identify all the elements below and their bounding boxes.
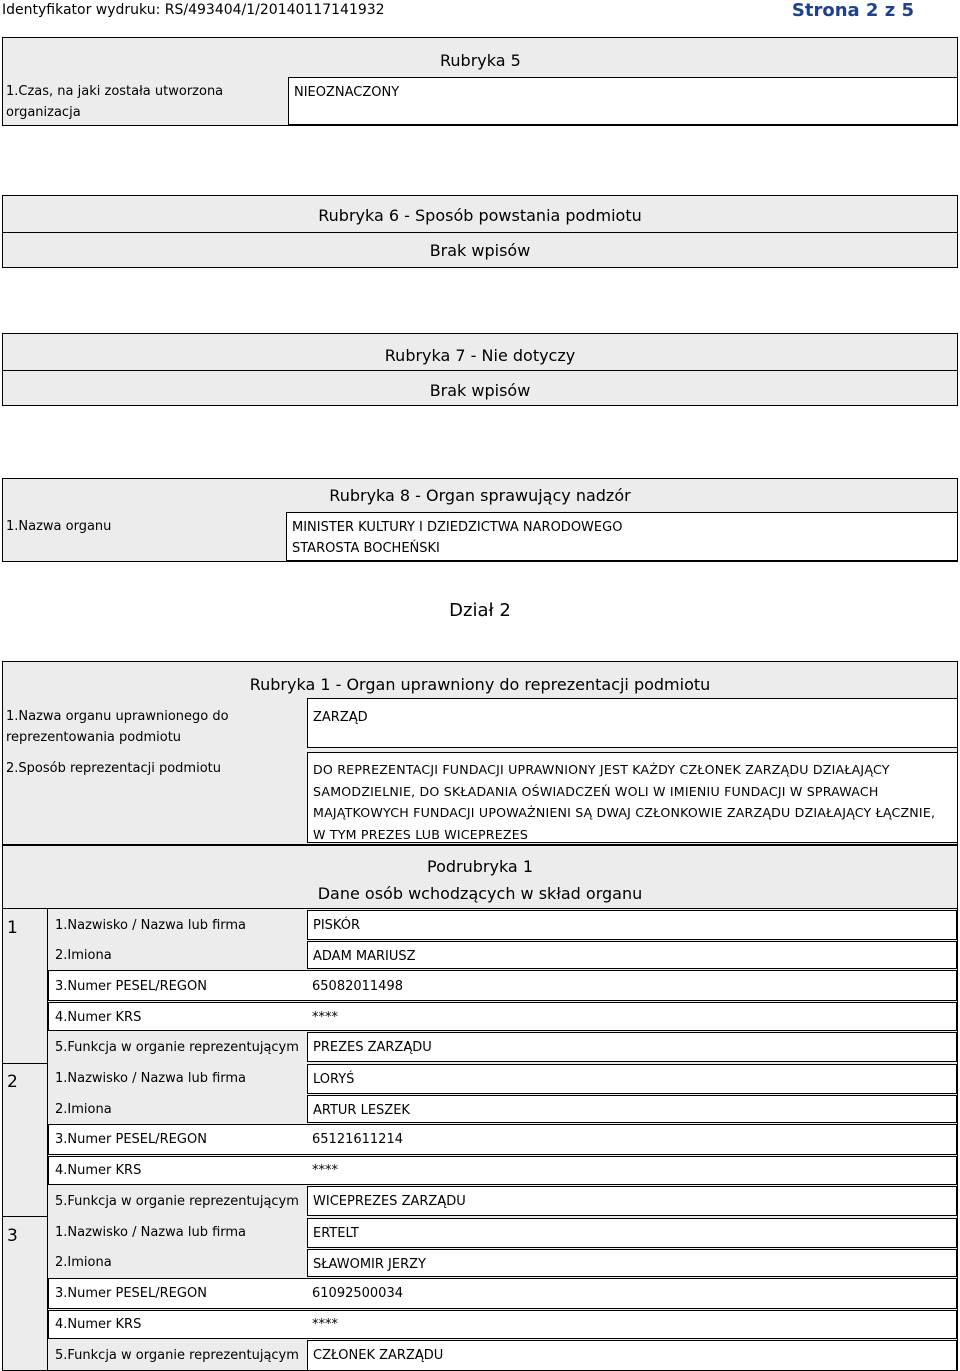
person-1-function: PREZES ZARZĄDU bbox=[307, 1032, 957, 1062]
person-2-krs-label: 4.Numer KRS bbox=[55, 1163, 142, 1178]
rubryka1-title: Rubryka 1 - Organ uprawniony do reprezentacji podmiotu bbox=[249, 675, 711, 694]
person-3-krs-row bbox=[48, 1310, 957, 1339]
person-1-krs-row bbox=[48, 1002, 957, 1031]
rubryka7-value: Brak wpisów bbox=[429, 381, 531, 400]
person-3-function: CZŁONEK ZARZĄDU bbox=[307, 1340, 957, 1371]
page-number: Strona 2 z 5 bbox=[791, 0, 914, 21]
person-2-krs-row bbox=[48, 1156, 957, 1185]
person-2-surname: LORYŚ bbox=[307, 1064, 957, 1094]
rubryka8-value: MINISTER KULTURY I DZIEDZICTWA NARODOWEGO STAROSTA BOCHEŃSKI bbox=[286, 512, 958, 561]
person-1-pesel-label: 3.Numer PESEL/REGON bbox=[55, 979, 207, 994]
person-2-names: ARTUR LESZEK bbox=[307, 1095, 957, 1123]
person-3-surname-label: 1.Nazwisko / Nazwa lub firma bbox=[55, 1225, 247, 1240]
person-1-surname: PISKÓR bbox=[307, 910, 957, 940]
person-3-pesel: 61092500034 bbox=[312, 1286, 403, 1301]
person-1-surname-label: 1.Nazwisko / Nazwa lub firma bbox=[55, 918, 247, 933]
podrubryka-subtitle: Dane osób wchodzących w skład organu bbox=[317, 884, 643, 903]
person-3-pesel-label: 3.Numer PESEL/REGON bbox=[55, 1286, 207, 1301]
person-1-function-label: 5.Funkcja w organie reprezentującym bbox=[55, 1040, 299, 1055]
person-3-krs: **** bbox=[312, 1317, 338, 1332]
rubryka8-title: Rubryka 8 - Organ sprawujący nadzór bbox=[329, 486, 631, 505]
rubryka8-label: 1.Nazwa organu bbox=[6, 519, 112, 534]
rubryka6-value-box bbox=[2, 232, 958, 268]
person-1-number: 1 bbox=[7, 918, 18, 938]
person-3-krs-label: 4.Numer KRS bbox=[55, 1317, 142, 1332]
person-1-pesel: 65082011498 bbox=[312, 979, 403, 994]
rubryka1-field1-value: ZARZĄD bbox=[307, 698, 958, 748]
rubryka7-value-box bbox=[2, 370, 958, 406]
rubryka1-field2-label: 2.Sposób reprezentacji podmiotu bbox=[6, 761, 221, 776]
person-1-krs-label: 4.Numer KRS bbox=[55, 1010, 142, 1025]
person-2-surname-label: 1.Nazwisko / Nazwa lub firma bbox=[55, 1071, 247, 1086]
rubryka5-title: Rubryka 5 bbox=[440, 51, 521, 70]
person-3-names: SŁAWOMIR JERZY bbox=[307, 1249, 957, 1277]
rubryka1-section bbox=[2, 661, 958, 845]
person-3-surname: ERTELT bbox=[307, 1218, 957, 1248]
rubryka6-title: Rubryka 6 - Sposób powstania podmiotu bbox=[318, 206, 642, 225]
podrubryka-divider bbox=[2, 908, 958, 909]
rubryka5-field1-label: 1.Czas, na jaki została utworzona organizacja bbox=[6, 84, 224, 120]
person-3-names-label: 2.Imiona bbox=[55, 1255, 112, 1270]
rubryka6-value: Brak wpisów bbox=[429, 241, 531, 260]
person-3-number: 3 bbox=[7, 1226, 18, 1246]
person-2-function: WICEPREZES ZARZĄDU bbox=[307, 1186, 957, 1216]
person-2-pesel: 65121611214 bbox=[312, 1132, 403, 1147]
person-3-function-label: 5.Funkcja w organie reprezentującym bbox=[55, 1348, 299, 1363]
person-1-names-label: 2.Imiona bbox=[55, 948, 112, 963]
dzial-title: Dział 2 bbox=[449, 600, 511, 621]
rubryka5-section bbox=[2, 37, 958, 126]
rubryka5-field1-value: NIEOZNACZONY bbox=[288, 77, 958, 125]
person-2-names-label: 2.Imiona bbox=[55, 1102, 112, 1117]
person-2-number: 2 bbox=[7, 1072, 18, 1092]
rubryka1-field2-value: DO REPREZENTACJI FUNDACJI UPRAWNIONY JEST KAŻDY CZŁONEK ZARZĄDU DZIAŁAJĄCY SAMODZIELNIE, DO SKŁADANIA OŚWIADCZEŃ WOLI W IMIENIU FUNDACJI W SPRAWACH MAJĄTKOWYCH FUNDACJI UPOWAŻNIENI SĄ DWAJ CZŁONKOWIE ZARZĄDU DZIAŁAJĄCY ŁĄCZNIE, W TYM PREZES LUB WICEPREZES bbox=[307, 752, 958, 843]
person-2-function-label: 5.Funkcja w organie reprezentującym bbox=[55, 1194, 299, 1209]
rubryka7-title: Rubryka 7 - Nie dotyczy bbox=[384, 346, 576, 365]
person-divider-2 bbox=[2, 1216, 48, 1217]
podrubryka-title: Podrubryka 1 bbox=[427, 857, 533, 876]
rubryka8-section bbox=[2, 478, 958, 562]
person-2-krs: **** bbox=[312, 1163, 338, 1178]
person-1-names: ADAM MARIUSZ bbox=[307, 941, 957, 969]
person-1-krs: **** bbox=[312, 1010, 338, 1025]
person-divider-1 bbox=[2, 1063, 48, 1064]
print-identifier: Identyfikator wydruku: RS/493404/1/20140117141932 bbox=[2, 2, 385, 18]
rubryka1-field1-label: 1.Nazwa organu uprawnionego do reprezentowania podmiotu bbox=[6, 709, 229, 745]
person-2-pesel-label: 3.Numer PESEL/REGON bbox=[55, 1132, 207, 1147]
